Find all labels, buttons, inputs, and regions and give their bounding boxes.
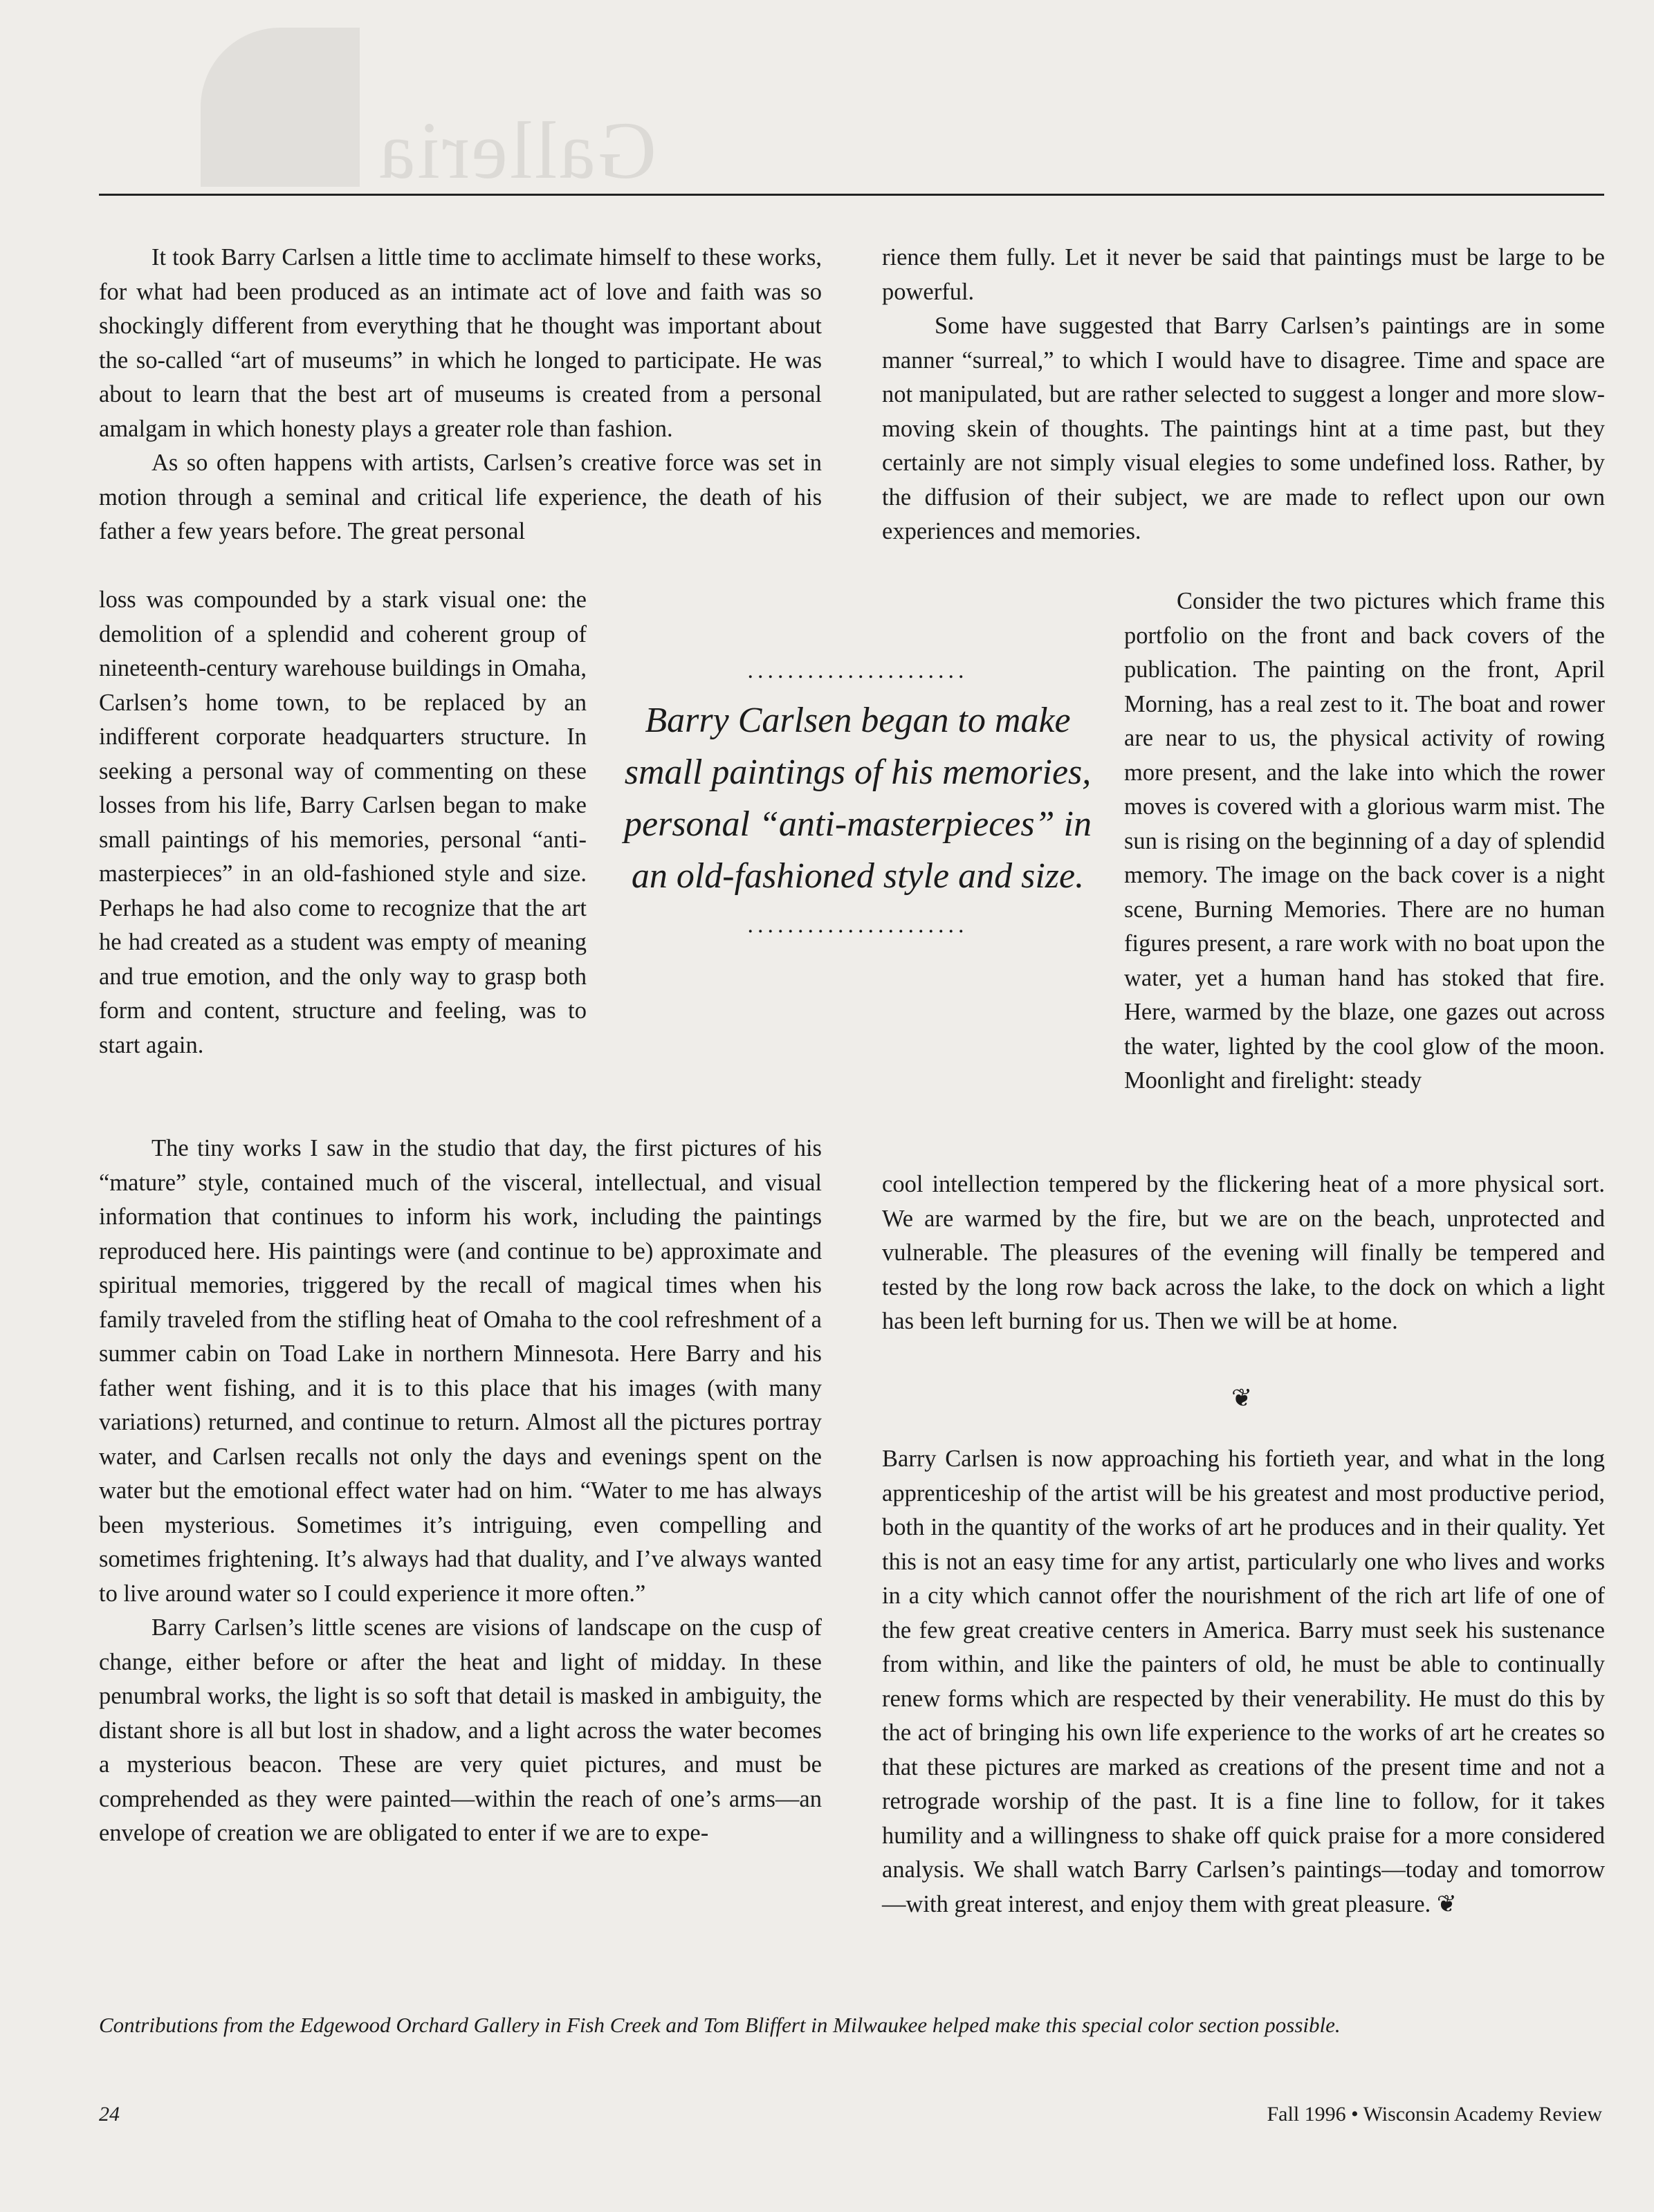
left-column-narrow — [99, 583, 587, 1062]
right-column-continue — [882, 1168, 1605, 1339]
section-fleuron: ❦ — [1231, 1384, 1253, 1412]
left-column-top — [99, 241, 822, 549]
right-column-top — [882, 241, 1605, 549]
paragraph: The tiny works I saw in the studio that day, the first pictures of his “mature” style, contained much of the visceral, intellectual, and visual information that continues to inform his work, including the paintings reproduced here. His paintings were (and continue to be) approximate and spiritual memories, triggered by the recall of magical times when his family traveled from the stifling heat of Omaha to the cool refreshment of a summer cabin on Toad Lake in northern Minnesota. Here Barry and his father went fishing, and it is to this place that his images (with many variations) returned, and continue to return. Almost all the pictures portray water, and Carlsen recalls not only the days and evenings spent on the water but the emotional effect water had on him. “Water to me has always been mysterious. Sometimes it’s intriguing, even compelling and sometimes frightening. It’s always had that duality, and I’ve always wanted to live around water so I could experience it more often.” — [99, 1135, 822, 1607]
page-number: 24 — [99, 2103, 120, 2126]
pull-quote — [616, 657, 1100, 939]
pull-quote-dots-top: ...................... — [747, 658, 968, 683]
show-through-title: Galleria — [377, 105, 656, 196]
paragraph: Barry Carlsen’s little scenes are visions of landscape on the cusp of change, either before or after the heat and light of midday. In these penumbral works, the light is so soft that detail is masked in ambiguity, the distant shore is all but lost in shadow, and a light across the water becomes a mysterious beacon. These are very quiet pictures, and must be comprehended as they were painted—within the reach of one’s arms—an envelope of creation we are obligated to enter if we are to expe- — [99, 1614, 822, 1846]
credit-line: Contributions from the Edgewood Orchard Gallery in Fish Creek and Tom Bliffert in Milwaukee helped make this special color section possible. — [99, 2013, 1341, 2037]
paragraph: rience them fully. Let it never be said that paintings must be large to be powerful. — [882, 244, 1605, 305]
paragraph: Barry Carlsen is now approaching his fortieth year, and what in the long apprenticeship of the artist will be his greatest and most productive period, both in the quantity of the works of art he produces and in their quality. Yet this is not an easy time for any artist, particularly one who lives and works in a city which cannot offer the nourishment of the rich art life of one of the few great creative centers in America. Barry must seek his sustenance from within, and like the painters of old, he must be able to continually renew forms which are respected by their venerability. He must do this by the act of bringing his own life experience to the works of art he creates so that these pictures are marked as creations of the present time and not a retrograde worship of the past. It is a fine line to follow, for it takes humility and a willingness to shake off quick praise for a more considered analysis. We shall watch Barry Carlsen’s paintings—today and tomorrow—with great interest, and enjoy them with great pleasure. ❦ — [882, 1446, 1605, 1917]
paragraph: loss was compounded by a stark visual one: the demolition of a splendid and coherent group of nineteenth-century warehouse buildings in Omaha, Carlsen’s home town, to be replaced by an indifferent corporate headquarters structure. In seeking a personal way of commenting on these losses from his life, Barry Carlsen began to make small paintings of his memories, personal “anti-masterpieces” in an old-fashioned style and size. Perhaps he had also come to recognize that the art he had created as a student was empty of meaning and true emotion, and the only way to grasp both form and content, structure and feeling, was to start again. — [99, 587, 587, 1058]
right-column-end — [882, 1442, 1605, 1921]
paragraph: As so often happens with artists, Carlsen’s creative force was set in motion through a seminal and critical life experience, the death of his father a few years before. The great personal — [99, 450, 822, 544]
paragraph: cool intellection tempered by the flickering heat of a more physical sort. We are warmed by the fire, but we are on the beach, unprotected and vulnerable. The pleasures of the evening will finally be tempered and tested by the long row back across the lake, to the dock on which a light has been left burning for us. Then we will be at home. — [882, 1171, 1605, 1334]
paragraph: It took Barry Carlsen a little time to acclimate himself to these works, for what had been produced as an intimate act of love and faith was so shockingly different from everything that he thought was important about the so-called “art of museums” in which he longed to participate. He was about to learn that the best art of museums is created from a personal amalgam in which honesty plays a greater role than fashion. — [99, 244, 822, 442]
ghost-emblem — [201, 28, 360, 187]
left-column-bottom — [99, 1132, 822, 1851]
header-rule — [99, 194, 1604, 196]
paragraph: Some have suggested that Barry Carlsen’s paintings are in some manner “surreal,” to which I would have to disagree. Time and space are not manipulated, but are rather selected to suggest a longer and more slow-moving skein of thoughts. The paintings hint at a time past, but they certainly are not simply visual elegies to some undefined loss. Rather, by the diffusion of their subject, we are made to reflect upon our own experiences and memories. — [882, 313, 1605, 544]
paragraph: Consider the two pictures which frame this portfolio on the front and back covers of the publication. The painting on the front, April Morning, has a real zest to it. The boat and rower are near to us, the physical activity of rowing more present, and the lake into which the rower moves is covered with a glorious warm mist. The sun is rising on the beginning of a day of splendid memory. The image on the back cover is a night scene, Burning Memories. There are no human figures present, a rare work with no boat upon the water, yet a human hand has stoked that fire. Here, warmed by the blaze, one gazes out across the water, lighted by the cool glow of the moon. Moonlight and firelight: steady — [1124, 588, 1605, 1094]
right-column-narrow — [1124, 584, 1605, 1098]
pull-quote-dots-bottom: ...................... — [747, 912, 968, 938]
footer-issue: Fall 1996 • Wisconsin Academy Review — [1267, 2103, 1602, 2126]
pull-quote-text: Barry Carlsen began to make small paintings of his memories, personal “anti-masterpieces” in an old-fashioned style and size. — [624, 701, 1092, 896]
